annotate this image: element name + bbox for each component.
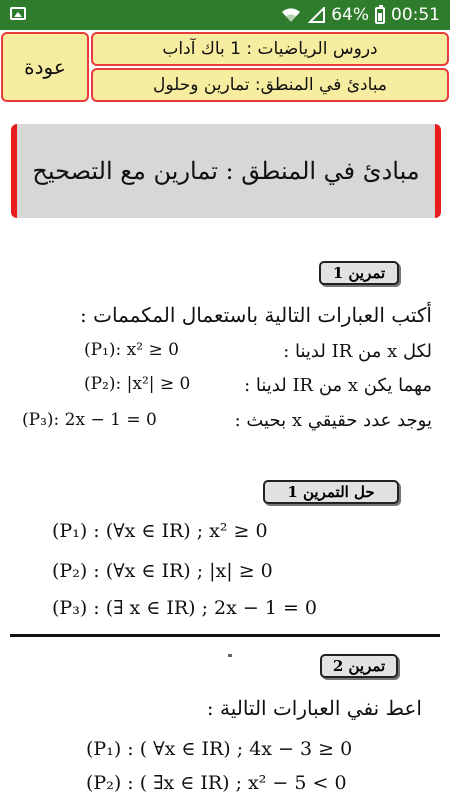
exercise-1-row-2-math: (P₂): |x²| ≥ 0 [84,374,191,394]
signal-icon [307,7,325,23]
header [0,31,450,103]
exercise-1-instruction: أكتب العبارات التالية باستعمال المكممات : [80,303,432,327]
exercise-2-line-2: (P₂) : ( ∃x ∈ IR) ; x² − 5 < 0 [86,772,347,794]
lesson-title: مبادئ في المنطق: تمارين وحلول [91,68,449,102]
battery-icon [375,7,385,24]
row-text: مهما يكن x من IR لدينا : [244,375,432,396]
exercise-2-instruction: اعط نفي العبارات التالية : [206,696,422,720]
scan-speck [228,654,232,657]
solution-1-line-1: (P₁) : (∀x ∈ IR) ; x² ≥ 0 [52,520,268,542]
clock: 00:51 [391,5,440,25]
status-right [281,4,440,26]
solution-1-tag: حل التمرين 1 [263,480,399,504]
exercise-2-tag: تمرين 2 [320,654,398,678]
exercise-1-row-3-math: (P₃): 2x − 1 = 0 [22,410,157,430]
section-divider [10,634,440,637]
page-title: مبادئ في المنطق : تمارين مع التصحيح [11,124,441,218]
status-bar [0,0,450,30]
solution-1-line-3: (P₃) : (∃ x ∈ IR) ; 2x − 1 = 0 [52,597,318,619]
back-button[interactable]: عودة [1,32,89,102]
battery-percent: 64% [331,5,369,25]
exercise-1-tag: تمرين 1 [319,261,399,285]
exercise-1-row-1 [283,341,432,362]
gallery-icon [10,7,26,20]
solution-1-line-2: (P₂) : (∀x ∈ IR) ; |x| ≥ 0 [52,560,273,582]
exercise-1-row-1-math: (P₁): x² ≥ 0 [84,340,179,360]
course-title: دروس الرياضيات : 1 باك آداب [91,32,449,66]
wifi-icon [281,7,301,23]
exercise-1-row-2 [244,375,432,396]
row-text: لكل x من IR لدينا : [283,341,432,362]
row-text: يوجد عدد حقيقي x بحيث : [234,410,432,431]
exercise-2-line-1: (P₁) : ( ∀x ∈ IR) ; 4x − 3 ≥ 0 [86,738,353,760]
exercise-1-row-3 [235,410,432,431]
